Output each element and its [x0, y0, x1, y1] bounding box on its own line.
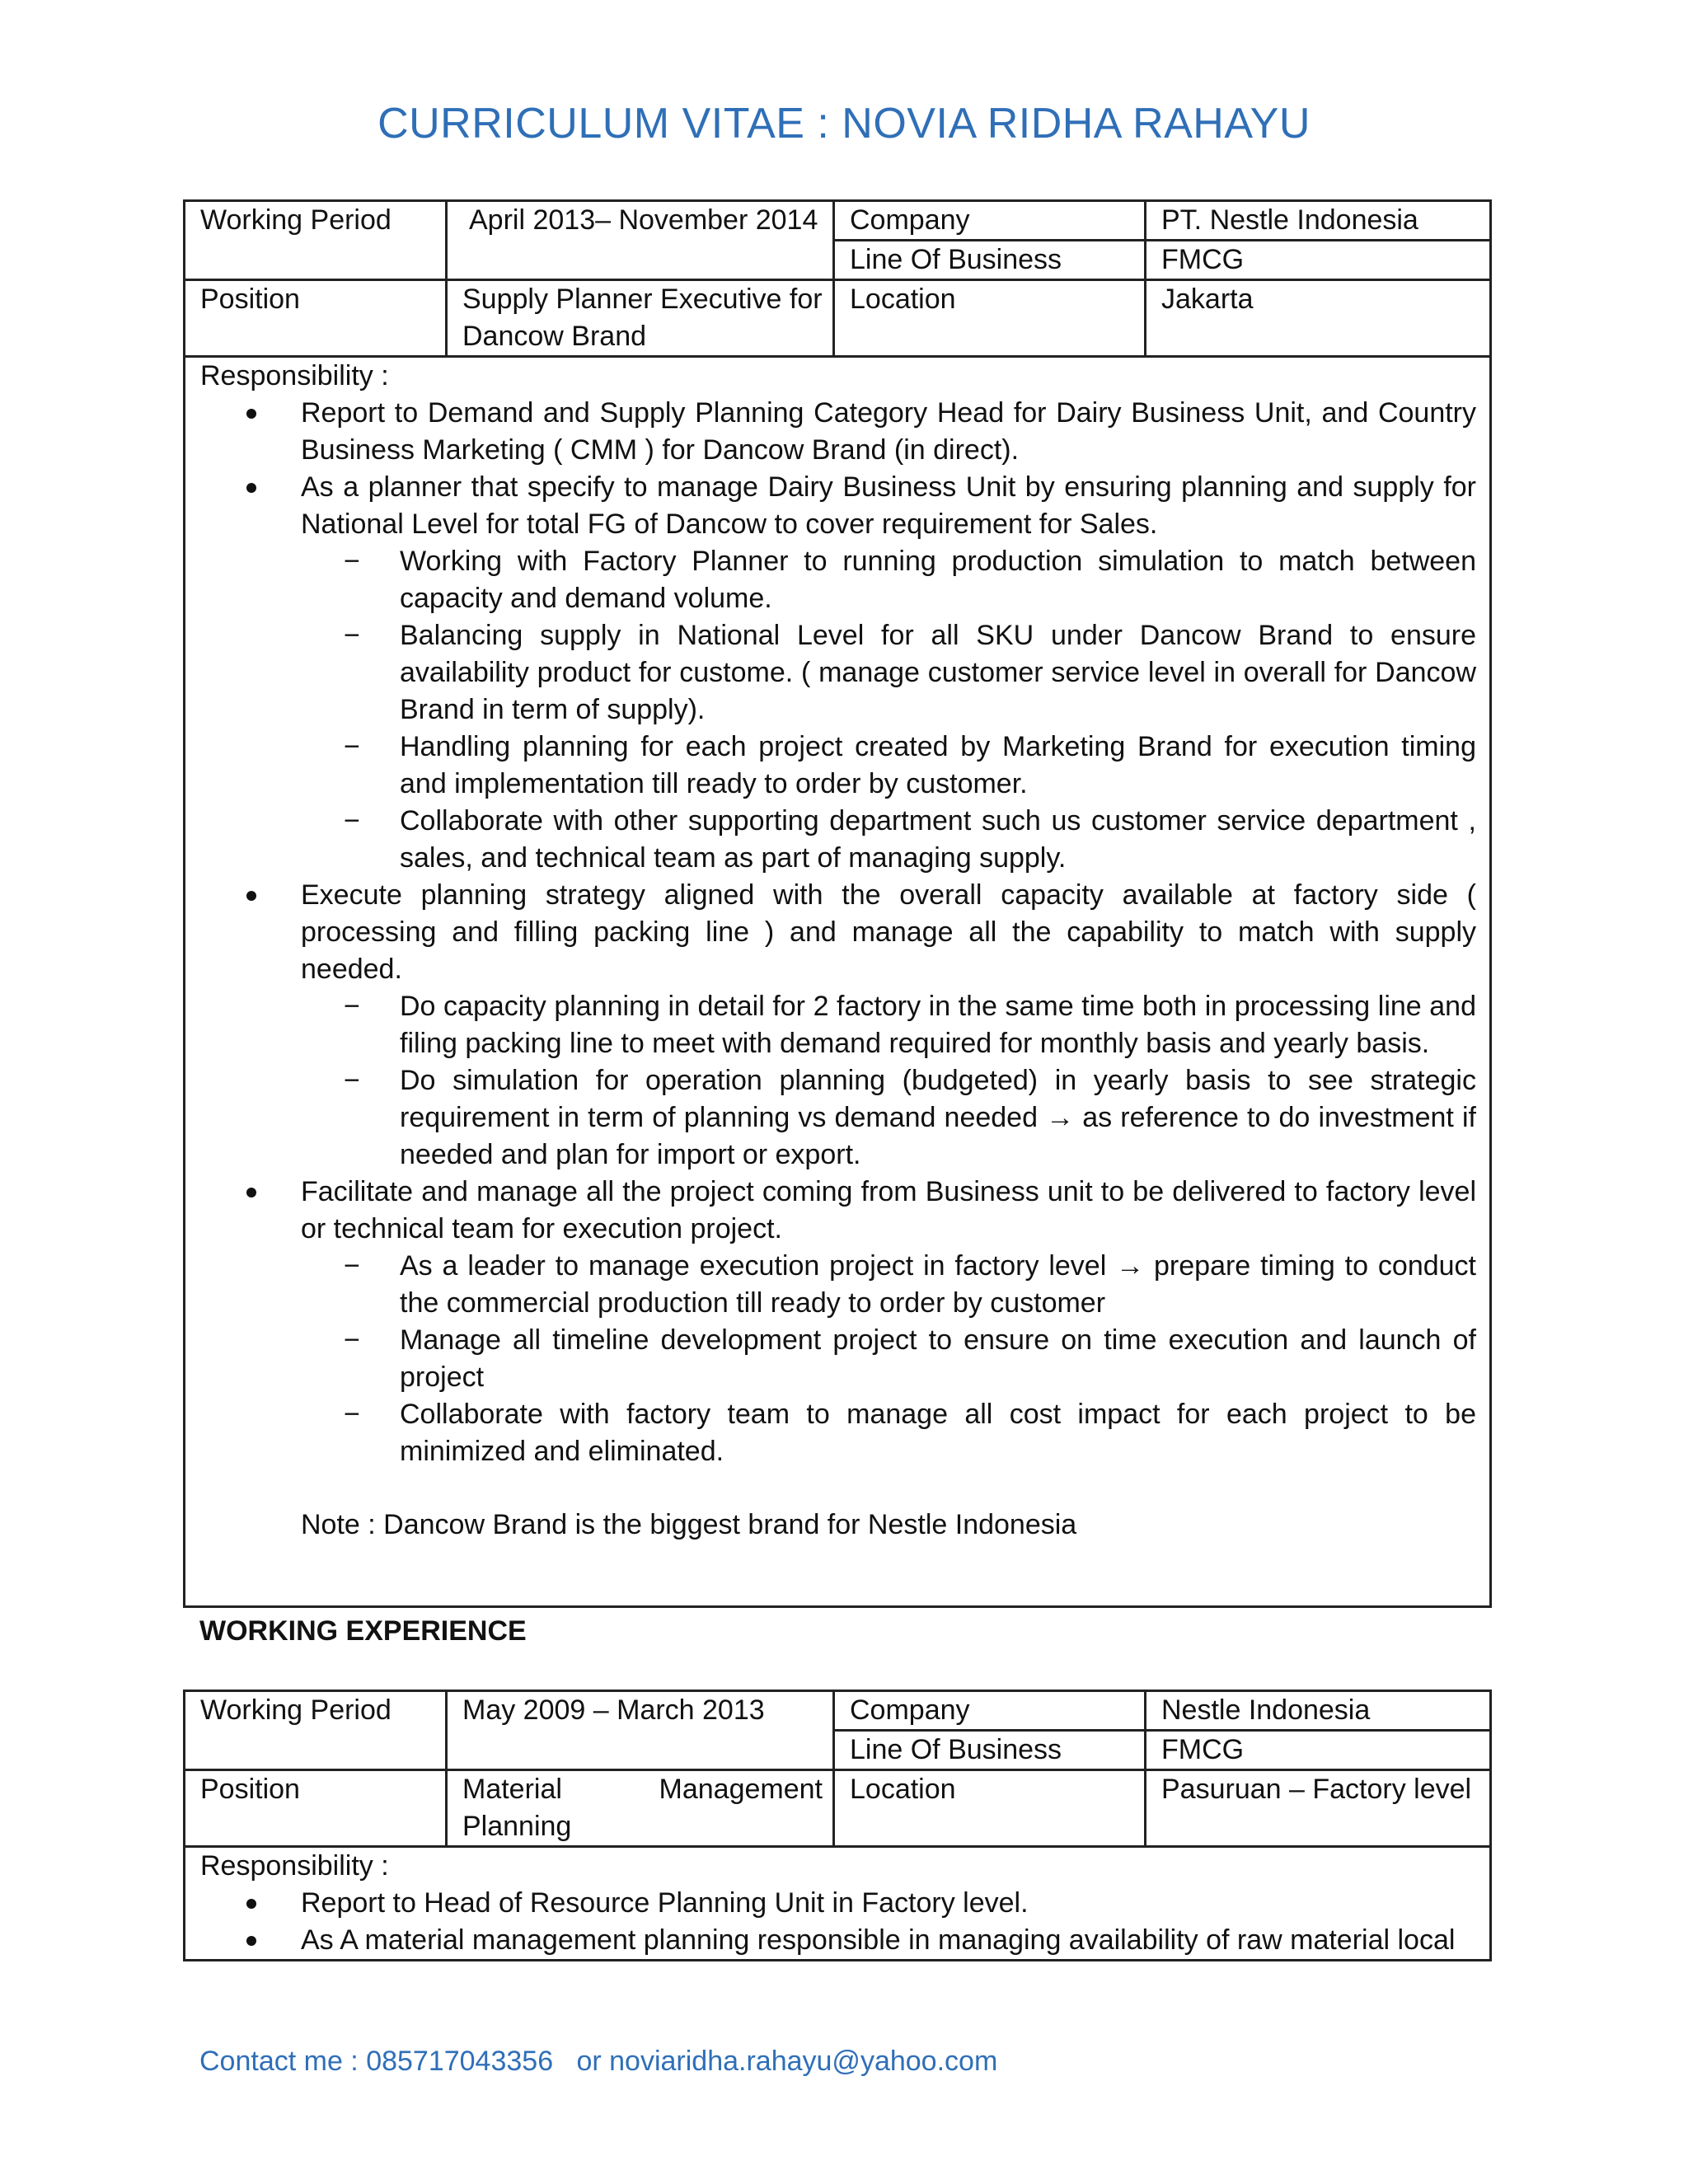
contact-line	[199, 2046, 997, 2078]
line-of-business-value: FMCG	[1146, 1731, 1491, 1770]
sub-task-item: − Collaborate with factory team to manage all cost impact for each project to be minimized and eliminated.	[301, 1396, 1476, 1470]
working-period-label: Working Period	[185, 1691, 447, 1770]
sub-task-list	[301, 988, 1476, 1174]
responsibility-label: Responsibility :	[200, 360, 389, 391]
position-label: Position	[185, 280, 447, 357]
working-period-label: Working Period	[185, 201, 447, 280]
company-value: Nestle Indonesia	[1146, 1691, 1491, 1731]
responsibility-label: Responsibility :	[200, 1850, 389, 1882]
section-heading-working-experience: WORKING EXPERIENCE	[199, 1615, 527, 1647]
responsibility-text: Facilitate and manage all the project coming from Business unit to be delivered to factory level or technical team for execution project.	[301, 1176, 1476, 1244]
working-period-value: April 2013– November 2014	[447, 201, 834, 280]
responsibility-item	[200, 1174, 1476, 1470]
sub-task-item: − Do simulation for operation planning (budgeted) in yearly basis to see strategic requirement in term of planning vs demand needed → as reference to do investment if needed and plan for import or export.	[301, 1062, 1476, 1174]
company-value: PT. Nestle Indonesia	[1146, 201, 1491, 241]
sub-task-item: − Collaborate with other supporting department such us customer service department , sales, and technical team as part of managing supply.	[301, 803, 1476, 877]
sub-task-item: − Manage all timeline development project to ensure on time execution and launch of project	[301, 1322, 1476, 1396]
sub-task-list	[301, 543, 1476, 877]
company-label: Company	[834, 201, 1146, 241]
sub-task-item: − Balancing supply in National Level for all SKU under Dancow Brand to ensure availability product for custome. ( manage customer service level in overall for Dancow Brand in term of supply).	[301, 617, 1476, 729]
responsibility-list	[200, 395, 1476, 1470]
responsibility-text: Execute planning strategy aligned with the overall capacity available at factory side ( processing and filling packing line ) and manage all the capability to match with supply needed.	[301, 879, 1476, 985]
responsibility-text: As a planner that specify to manage Dairy Business Unit by ensuring planning and supply for National Level for total FG of Dancow to cover requirement for Sales.	[301, 471, 1476, 540]
contact-phone: Contact me : 085717043356	[199, 2046, 554, 2077]
sub-task-list	[301, 1248, 1476, 1470]
company-label: Company	[834, 1691, 1146, 1731]
responsibility-item	[200, 1885, 1476, 1922]
responsibility-list	[200, 1885, 1476, 1959]
position-label: Position	[185, 1770, 447, 1847]
position-value: Supply Planner Executive for Dancow Brand	[447, 280, 834, 357]
position-value: Material Management Planning	[447, 1770, 834, 1847]
location-label: Location	[834, 280, 1146, 357]
contact-connector: or	[576, 2046, 602, 2077]
sub-task-item: − Working with Factory Planner to running production simulation to match between capacity and demand volume.	[301, 543, 1476, 617]
sub-task-item: − As a leader to manage execution project in factory level → prepare timing to conduct the commercial production till ready to order by customer	[301, 1248, 1476, 1322]
location-value: Pasuruan – Factory level	[1146, 1770, 1491, 1847]
responsibility-text: Report to Demand and Supply Planning Category Head for Dairy Business Unit, and Country Business Marketing ( CMM ) for Dancow Brand (in direct).	[301, 397, 1476, 466]
line-of-business-label: Line Of Business	[834, 1731, 1146, 1770]
responsibility-cell	[185, 1847, 1491, 1961]
job-table-2	[183, 1690, 1492, 1961]
responsibility-text: Report to Head of Resource Planning Unit in Factory level.	[301, 1887, 1029, 1919]
contact-email-link[interactable]: noviaridha.rahayu@yahoo.com	[609, 2046, 998, 2077]
note: Note : Dancow Brand is the biggest brand for Nestle Indonesia	[301, 1509, 1077, 1540]
responsibility-item	[200, 469, 1476, 877]
page-title: CURRICULUM VITAE : NOVIA RIDHA RAHAYU	[377, 100, 1311, 148]
responsibility-cell	[185, 357, 1491, 1607]
location-label: Location	[834, 1770, 1146, 1847]
sub-task-item: − Handling planning for each project created by Marketing Brand for execution timing and implementation till ready to order by customer.	[301, 729, 1476, 803]
sub-task-item: − Do capacity planning in detail for 2 factory in the same time both in processing line and filing packing line to meet with demand required for monthly basis and yearly basis.	[301, 988, 1476, 1062]
job-table-1	[183, 199, 1492, 1608]
line-of-business-label: Line Of Business	[834, 241, 1146, 280]
responsibility-item	[200, 877, 1476, 1174]
responsibility-text: As A material management planning responsible in managing availability of raw material local	[301, 1924, 1456, 1956]
responsibility-item	[200, 1922, 1476, 1959]
line-of-business-value: FMCG	[1146, 241, 1491, 280]
working-period-value: May 2009 – March 2013	[447, 1691, 834, 1770]
location-value: Jakarta	[1146, 280, 1491, 357]
responsibility-item	[200, 395, 1476, 469]
